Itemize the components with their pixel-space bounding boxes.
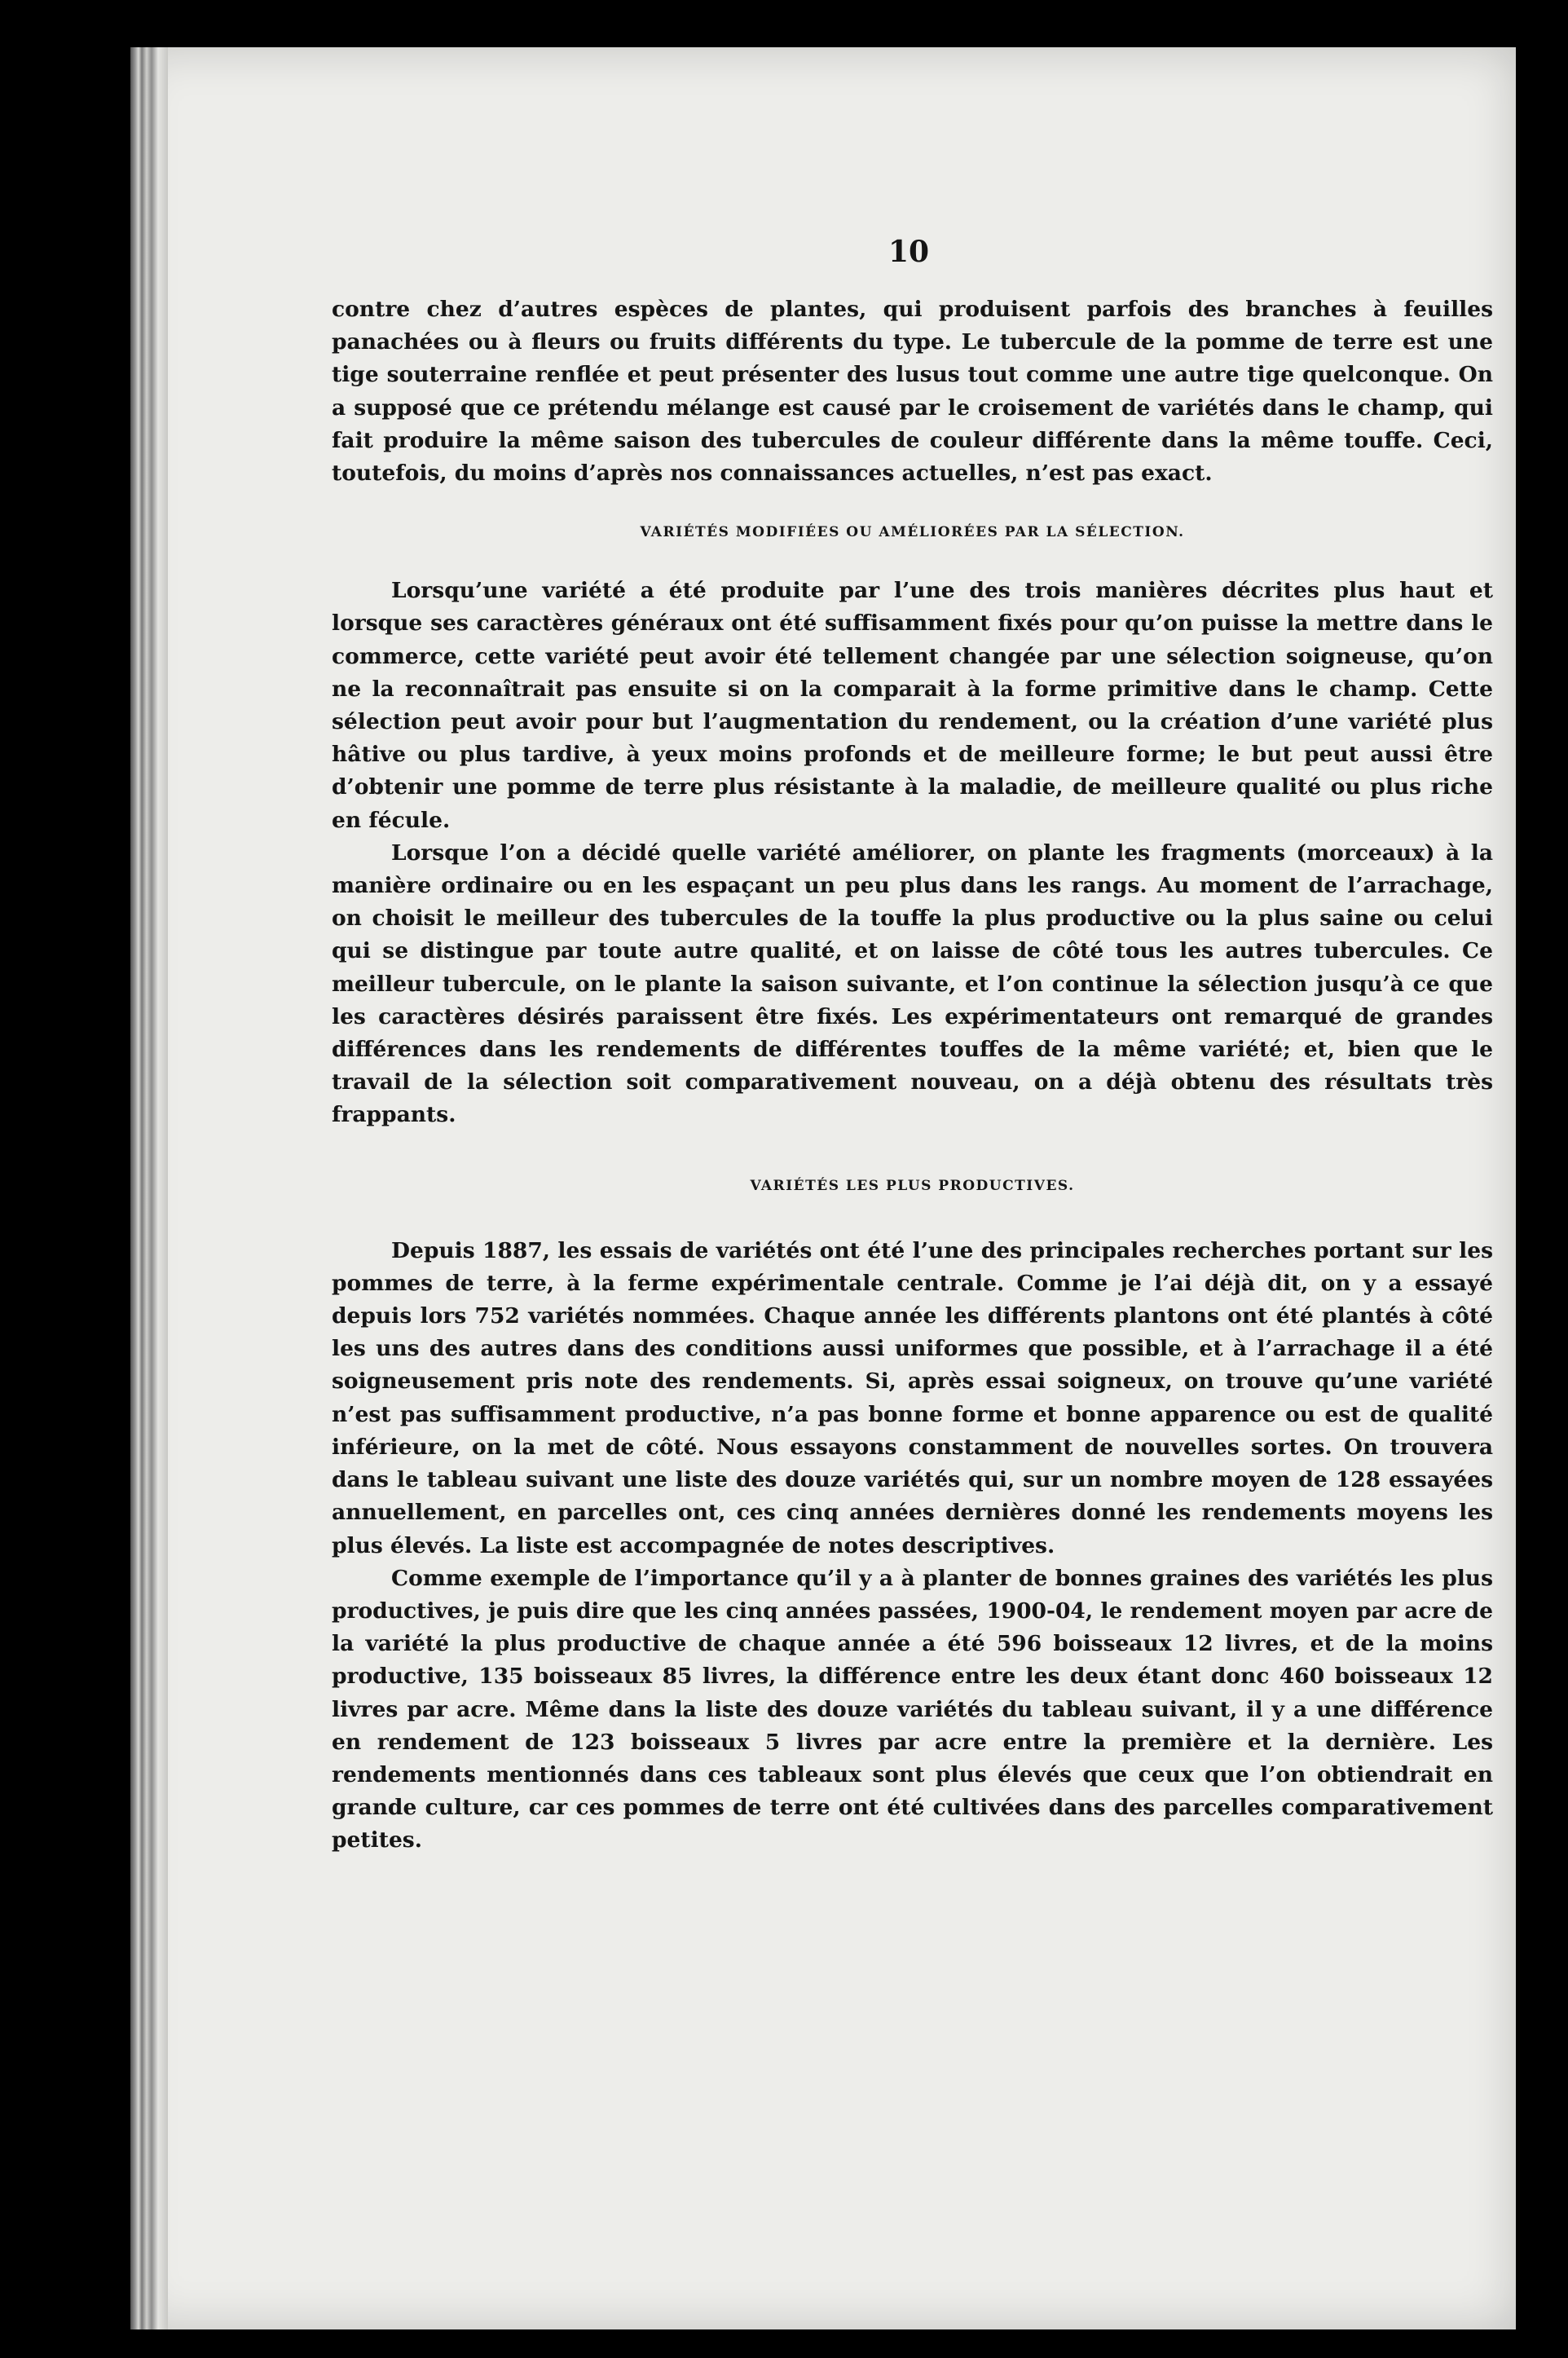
paragraph-productive-2: Comme exemple de l’importance qu’il y a à planter de bonnes graines des variétés les plus productives, je puis dire que les cinq années passées, 1900-04, le rendement moyen par acre de la variété la plus productive de chaque année a été 596 boisseaux 12 livres, et de la moins productive, 135 boisseaux 85 livres, la différence entre les deux étant donc 460 boisseaux 12 livres par acre. Même dans la liste des douze variétés du tableau suivant, il y a une différence en rendement de 123 boisseaux 5 livres par acre entre la première et la dernière. Les rendements mentionnés dans ces tableaux sont plus élevés que ceux que l’on obtiendrait en grande culture, car ces pommes de terre ont été cultivées dans des parcelles comparativement petites. [332,1565,1493,1853]
page-number: 10 [888,235,930,269]
paragraph-selection-1: Lorsqu’une variété a été produite par l’une des trois manières décrites plus haut et lorsque ses caractères généraux ont été suffisamment fixés pour qu’on puisse la mettre dans le commerce, cette variété peut avoir été tellement changée par une sélection soigneuse, qu’on ne la reconnaîtrait pas ensuite si on la comparait à la forme primitive dans le champ. Cette sélection peut avoir pour but l’augmentation du rendement, ou la création d’une variété plus hâtive ou plus tardive, à yeux moins profonds et de meilleure forme; le but peut aussi être d’obtenir une pomme de terre plus résistante à la maladie, de meilleure qualité ou plus riche en fécule. [332,578,1493,833]
paragraph-productive-1: Depuis 1887, les essais de variétés ont été l’une des principales recherches portant sur les pommes de terre, à la ferme expérimentale centrale. Comme je l’ai déjà dit, on y a essayé depuis lors 752 variétés nommées. Chaque année les différents plantons ont été plantés à côté les uns des autres dans des conditions aussi uniformes que possible, et à l’arrachage il a été soigneusement pris note des rendements. Si, après essai soigneux, on trouve qu’une variété n’est pas suffisamment productive, n’a pas bonne forme et bonne apparence ou est de qualité inférieure, on la met de côté. Nous essayons constamment de nouvelles sortes. On trouvera dans le tableau suivant une liste des douze variétés qui, sur un nombre moyen de 128 essayées annuellement, en parcelles ont, ces cinq années dernières donné les rendements moyens les plus élevés. La liste est accompagnée de notes descriptives. [332,1237,1493,1558]
paragraph-selection-2: Lorsque l’on a décidé quelle variété améliorer, on plante les fragments (morceaux) à la manière ordinaire ou en les espaçant un peu plus dans les rangs. Au moment de l’arrachage, on choisit le meilleur des tubercules de la touffe la plus productive ou la plus saine ou celui qui se distingue par toute autre qualité, et on laisse de côté tous les autres tubercules. Ce meilleur tubercule, on le plante la saison suivante, et l’on continue la sélection jusqu’à ce que les caractères désirés paraissent être fixés. Les expérimentateurs ont remarqué de grandes différences dans les rendements de différentes touffes de la même variété; et, bien que le travail de la sélection soit comparativement nouveau, on a déjà obtenu des résultats très frappants. [332,840,1493,1128]
heading-selection: VARIÉTÉS MODIFIÉES OU AMÉLIORÉES PAR LA SÉLECTION. [640,524,1185,541]
binding-edge [130,47,168,2329]
heading-productive: VARIÉTÉS LES PLUS PRODUCTIVES. [750,1177,1075,1194]
paragraph-intro: contre chez d’autres espèces de plantes, qui produisent parfois des branches à feuilles panachées ou à fleurs ou fruits différents du type. Le tubercule de la pomme de terre est une tige souterraine renflée et peut présenter des lusus tout comme une autre tige quelconque. On a supposé que ce prétendu mélange est causé par le croisement de variétés dans le champ, qui fait produire la même saison des tubercules de couleur différente dans la même touffe. Ceci, toutefois, du moins d’après nos connaissances actuelles, n’est pas exact. [332,297,1493,487]
text-column [332,293,1493,1858]
